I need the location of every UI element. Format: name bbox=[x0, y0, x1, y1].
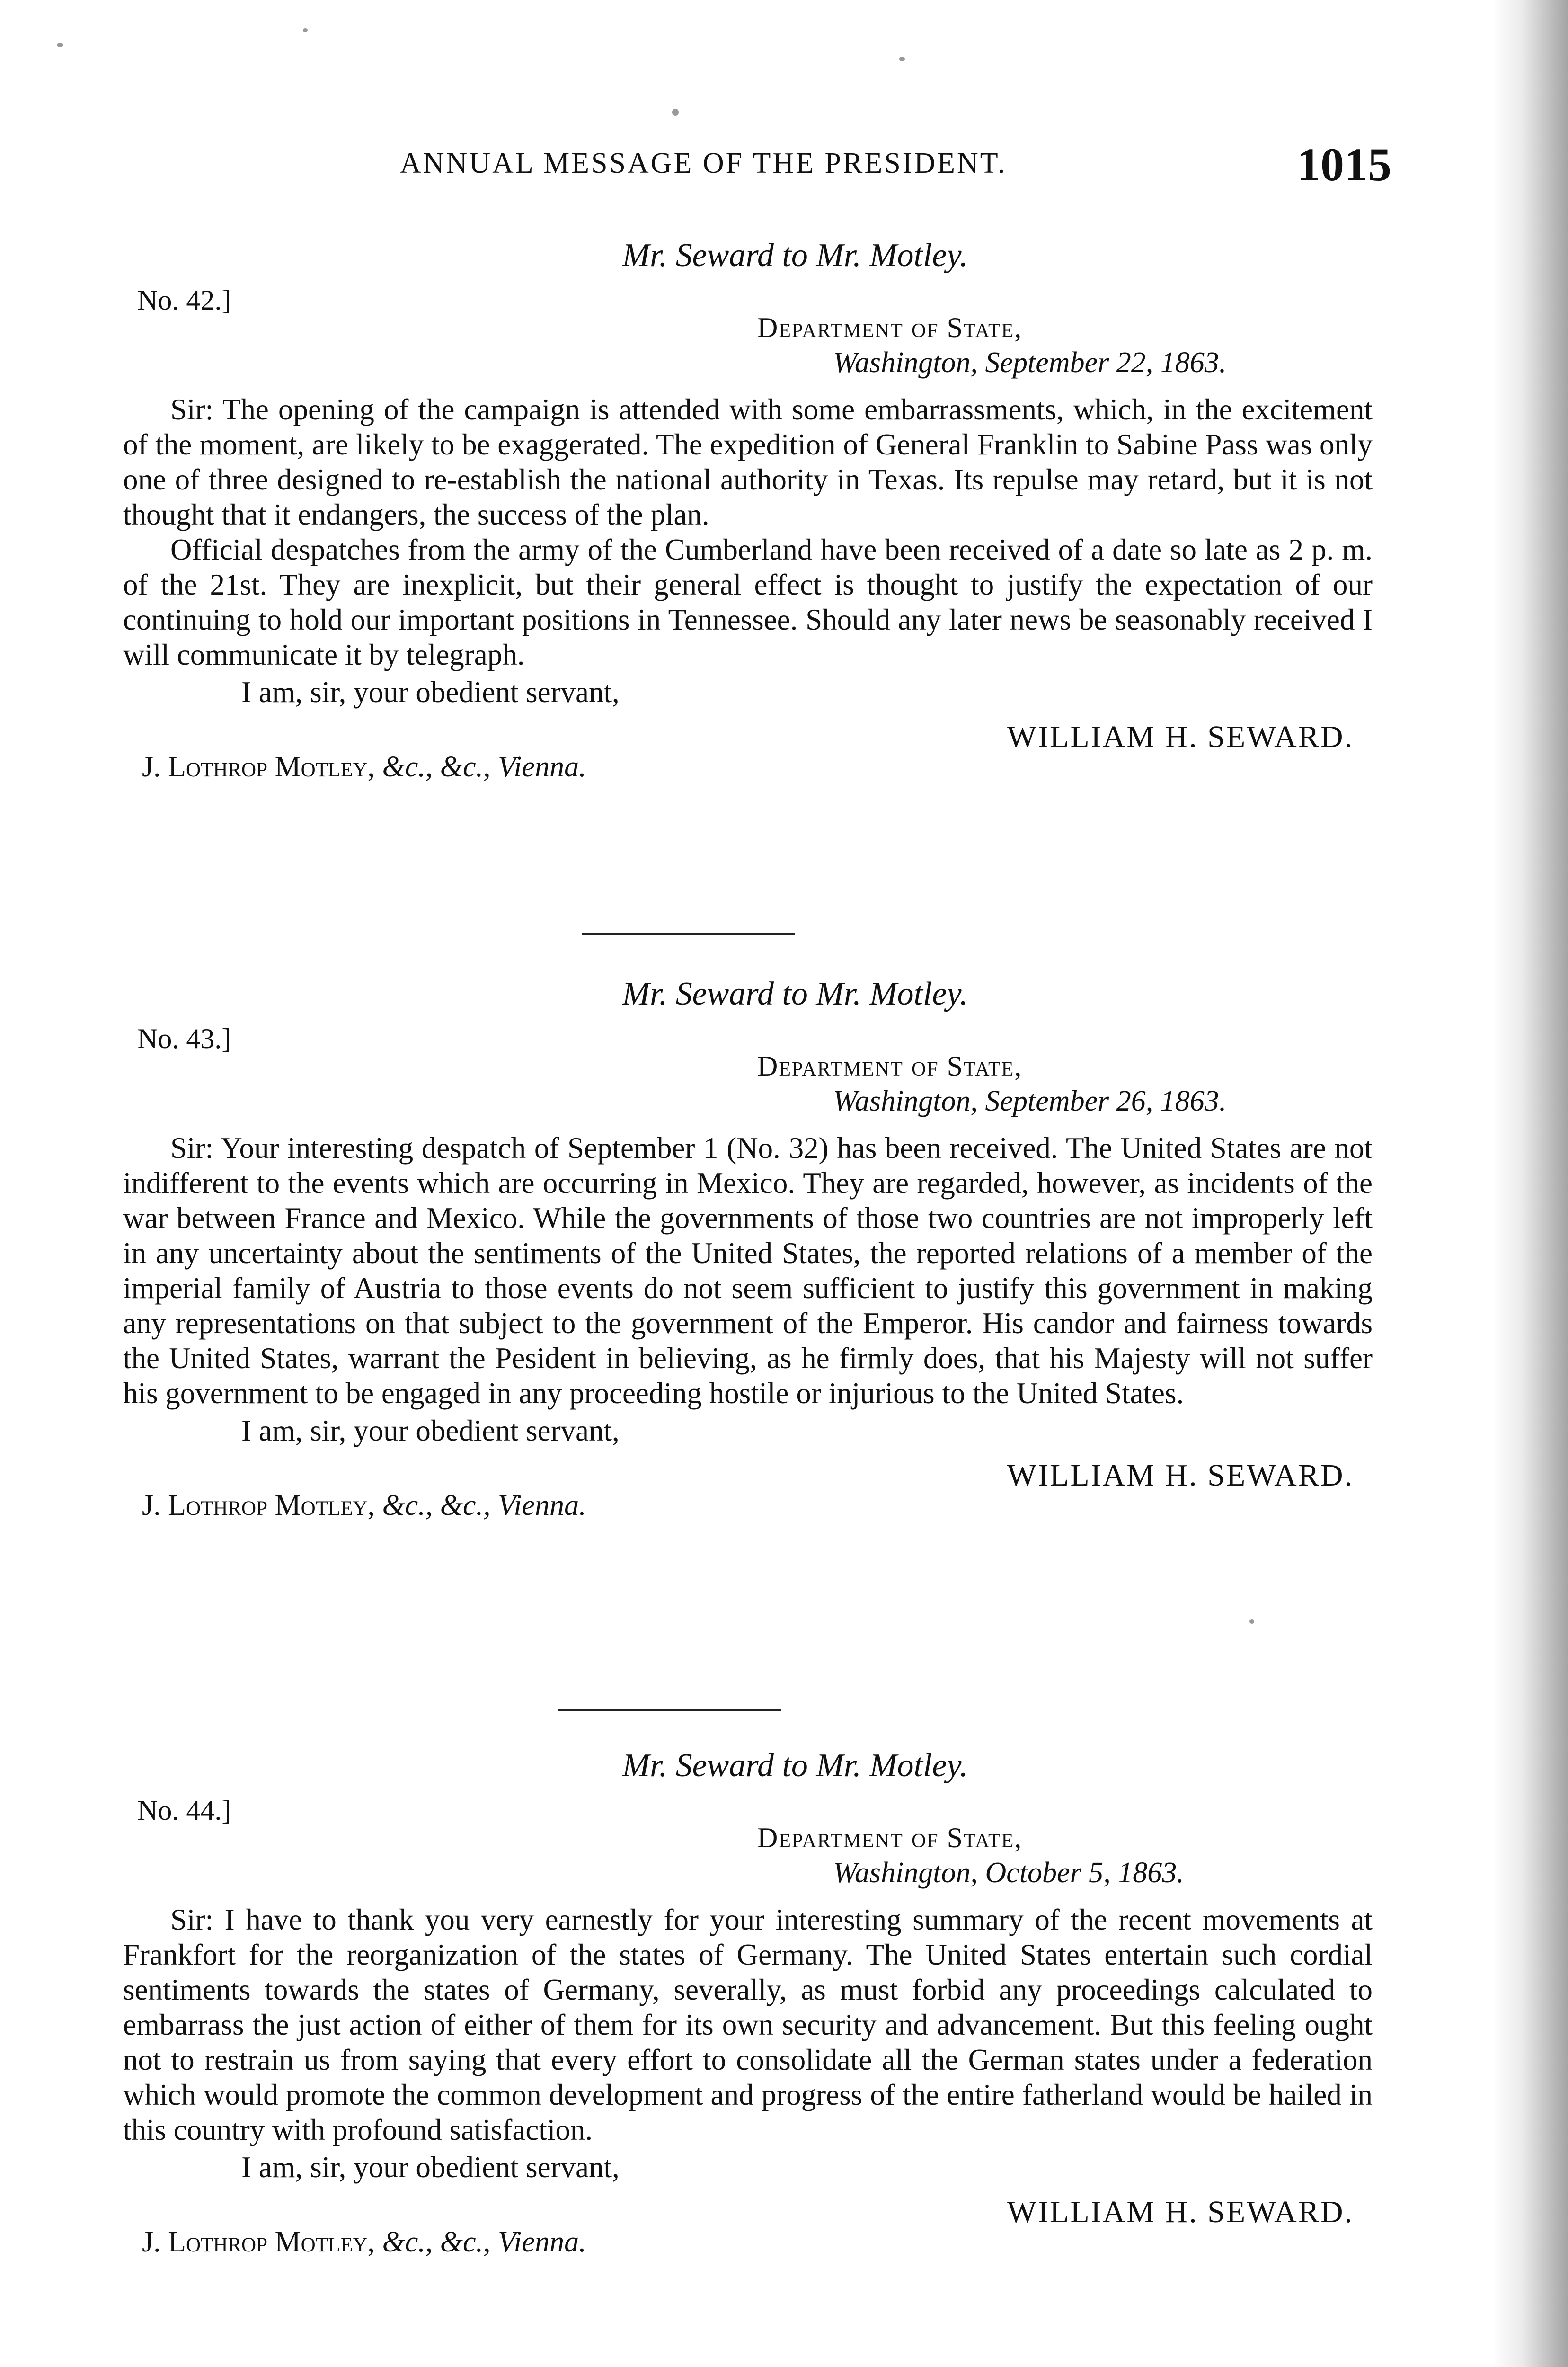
department-line: Department of State, bbox=[757, 1050, 1023, 1082]
scan-edge-shadow bbox=[1492, 0, 1568, 2367]
letter-heading: Mr. Seward to Mr. Motley. bbox=[622, 1747, 968, 1784]
dateline: Washington, September 26, 1863. bbox=[833, 1085, 1227, 1117]
department-line: Department of State, bbox=[757, 1822, 1023, 1853]
page-number: 1015 bbox=[1297, 138, 1391, 191]
letter-heading: Mr. Seward to Mr. Motley. bbox=[622, 976, 968, 1012]
letter-body bbox=[123, 1130, 1373, 1411]
recipient-location: &c., &c., Vienna. bbox=[382, 751, 586, 783]
paragraph: Sir: I have to thank you very earnestly for your interesting summary of the recent movements at Frankfort for the reorganization of the states of Germany. The United States entertain such cordial sentiments towards the states of Germany, severally, as must forbid any proceedings calculated to embarrass the just action of either of them for its own security and advancement. But this feeling ought not to restrain us from saying that every effort to consolidate all the German states under a federation which would promote the common development and progress of the entire fatherland would be hailed in this country with profound satisfaction. bbox=[123, 1903, 1373, 2146]
scan-speck bbox=[899, 57, 905, 61]
closing-line: I am, sir, your obedient servant, bbox=[241, 676, 620, 709]
letter-no-44 bbox=[123, 1747, 1373, 2259]
letter-body bbox=[123, 392, 1373, 672]
recipient-name: J. Lothrop Motley, bbox=[142, 1489, 375, 1522]
scan-speck bbox=[57, 43, 63, 47]
scan-speck bbox=[1249, 1619, 1254, 1624]
section-divider bbox=[582, 933, 795, 935]
section-divider bbox=[558, 1709, 781, 1711]
scan-speck bbox=[672, 109, 679, 116]
recipient-line bbox=[142, 750, 1373, 784]
department-line: Department of State, bbox=[757, 312, 1023, 343]
recipient-line bbox=[142, 1489, 1373, 1522]
signature: WILLIAM H. SEWARD. bbox=[1007, 720, 1354, 754]
signature: WILLIAM H. SEWARD. bbox=[1007, 1458, 1354, 1493]
paragraph: Official despatches from the army of the Cumberland have been received of a date so late as 2 p. m. of the 21st. They are inexplicit, but their general effect is thought to justify the expectation of our continuing to hold our important positions in Tennessee. Should any later news be seasonably received I will communicate it by telegraph. bbox=[123, 533, 1373, 671]
letter-number: No. 42.] bbox=[137, 285, 231, 316]
letter-no-42 bbox=[123, 237, 1373, 784]
page-header bbox=[142, 137, 1391, 204]
recipient-line bbox=[142, 2225, 1373, 2259]
closing-line: I am, sir, your obedient servant, bbox=[241, 1414, 620, 1447]
recipient-location: &c., &c., Vienna. bbox=[382, 1489, 586, 1522]
running-head: ANNUAL MESSAGE OF THE PRESIDENT. bbox=[400, 147, 1007, 179]
dateline: Washington, October 5, 1863. bbox=[833, 1857, 1184, 1889]
recipient-location: &c., &c., Vienna. bbox=[382, 2226, 586, 2258]
letter-number: No. 43.] bbox=[137, 1023, 231, 1054]
letter-no-43 bbox=[123, 975, 1373, 1522]
recipient-name: J. Lothrop Motley, bbox=[142, 2226, 375, 2258]
letter-number: No. 44.] bbox=[137, 1795, 231, 1826]
letter-heading: Mr. Seward to Mr. Motley. bbox=[622, 237, 968, 274]
closing-line: I am, sir, your obedient servant, bbox=[241, 2151, 620, 2184]
recipient-name: J. Lothrop Motley, bbox=[142, 751, 375, 783]
paragraph: Sir: Your interesting despatch of September 1 (No. 32) has been received. The United States are not indifferent to the events which are occurring in Mexico. They are regarded, however, as incidents of the war between France and Mexico. While the governments of those two countries are not improperly left in any uncertainty about the sentiments of the United States, the reported relations of a member of the imperial family of Austria to those events do not seem sufficient to justify this government in making any representations on that subject to the government of the Emperor. His candor and fairness towards the United States, warrant the Pesident in believing, as he firmly does, that his Majesty will not suffer his government to be engaged in any proceeding hostile or injurious to the United States. bbox=[123, 1131, 1373, 1410]
dateline: Washington, September 22, 1863. bbox=[833, 347, 1227, 379]
scan-speck bbox=[303, 28, 308, 32]
letter-body bbox=[123, 1902, 1373, 2147]
signature: WILLIAM H. SEWARD. bbox=[1007, 2195, 1354, 2229]
paragraph: Sir: The opening of the campaign is attended with some embarrassments, which, in the excitement of the moment, are likely to be exaggerated. The expedition of General Franklin to Sabine Pass was only one of three designed to re-establish the national authority in Texas. Its repulse may retard, but it is not thought that it endangers, the success of the plan. bbox=[123, 393, 1373, 531]
